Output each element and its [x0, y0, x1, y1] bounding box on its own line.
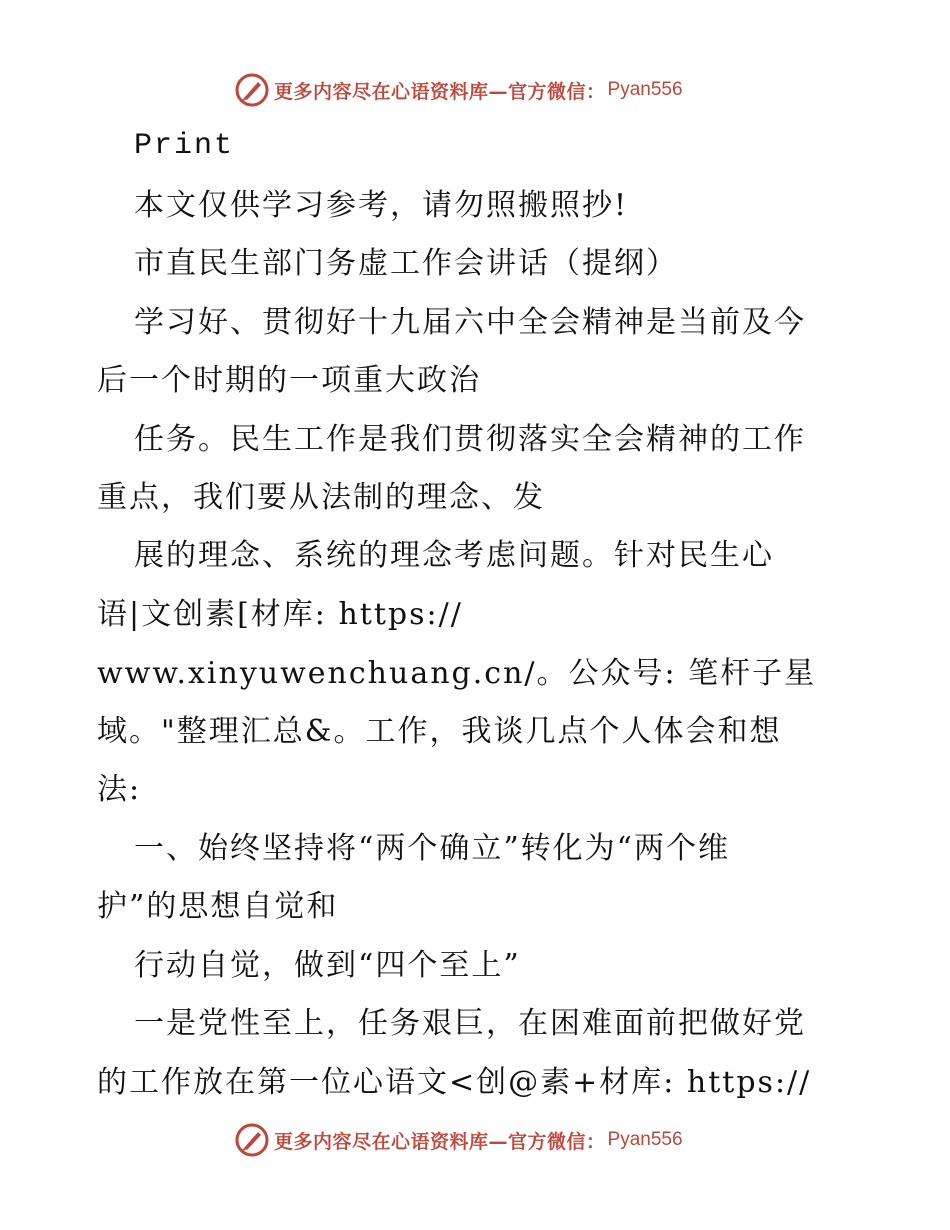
quill-logo-icon — [234, 1122, 270, 1158]
print-label: Print — [134, 129, 235, 163]
header-watermark-banner — [234, 70, 683, 110]
watermark-wechat-id: Pyan556 — [607, 79, 683, 100]
body-line: www.xinyuwenchuang.cn/。公众号: 笔杆子星 — [97, 656, 817, 691]
disclaimer-line: 本文仅供学习参考，请勿照搬照抄! — [134, 188, 629, 223]
body-line: 任务。民生工作是我们贯彻落实全会精神的工作 — [134, 422, 806, 457]
body-line: 重点，我们要从法制的理念、发 — [97, 480, 545, 515]
body-line: 后一个时期的一项重大政治 — [97, 363, 481, 398]
body-line: 学习好、贯彻好十九届六中全会精神是当前及今 — [134, 305, 806, 340]
section-heading: 护”的思想自觉和 — [97, 889, 339, 924]
watermark-text: 更多内容尽在心语资料库—官方微信： — [274, 80, 606, 103]
quill-logo-icon — [234, 72, 270, 108]
body-line: 的工作放在第一位心语文<创@素+材库: https:// — [97, 1065, 812, 1100]
document-title: 市直民生部门务虚工作会讲话（提纲） — [134, 246, 678, 281]
section-heading: 一、始终坚持将“两个确立”转化为“两个维 — [134, 831, 731, 866]
body-line: 法: — [97, 772, 142, 807]
body-line: 展的理念、系统的理念考虑问题。针对民生心 — [134, 538, 774, 573]
watermark-wechat-id: Pyan556 — [607, 1129, 683, 1150]
body-line: 语|文创素[材库: https:// — [97, 597, 463, 632]
body-line: 域。"整理汇总&。工作，我谈几点个人体会和想 — [97, 714, 782, 749]
body-line: 一是党性至上，任务艰巨，在困难面前把做好党 — [134, 1006, 806, 1041]
footer-watermark-banner — [234, 1120, 683, 1160]
watermark-text: 更多内容尽在心语资料库—官方微信： — [274, 1130, 606, 1153]
section-heading: 行动自觉，做到“四个至上” — [134, 948, 521, 983]
